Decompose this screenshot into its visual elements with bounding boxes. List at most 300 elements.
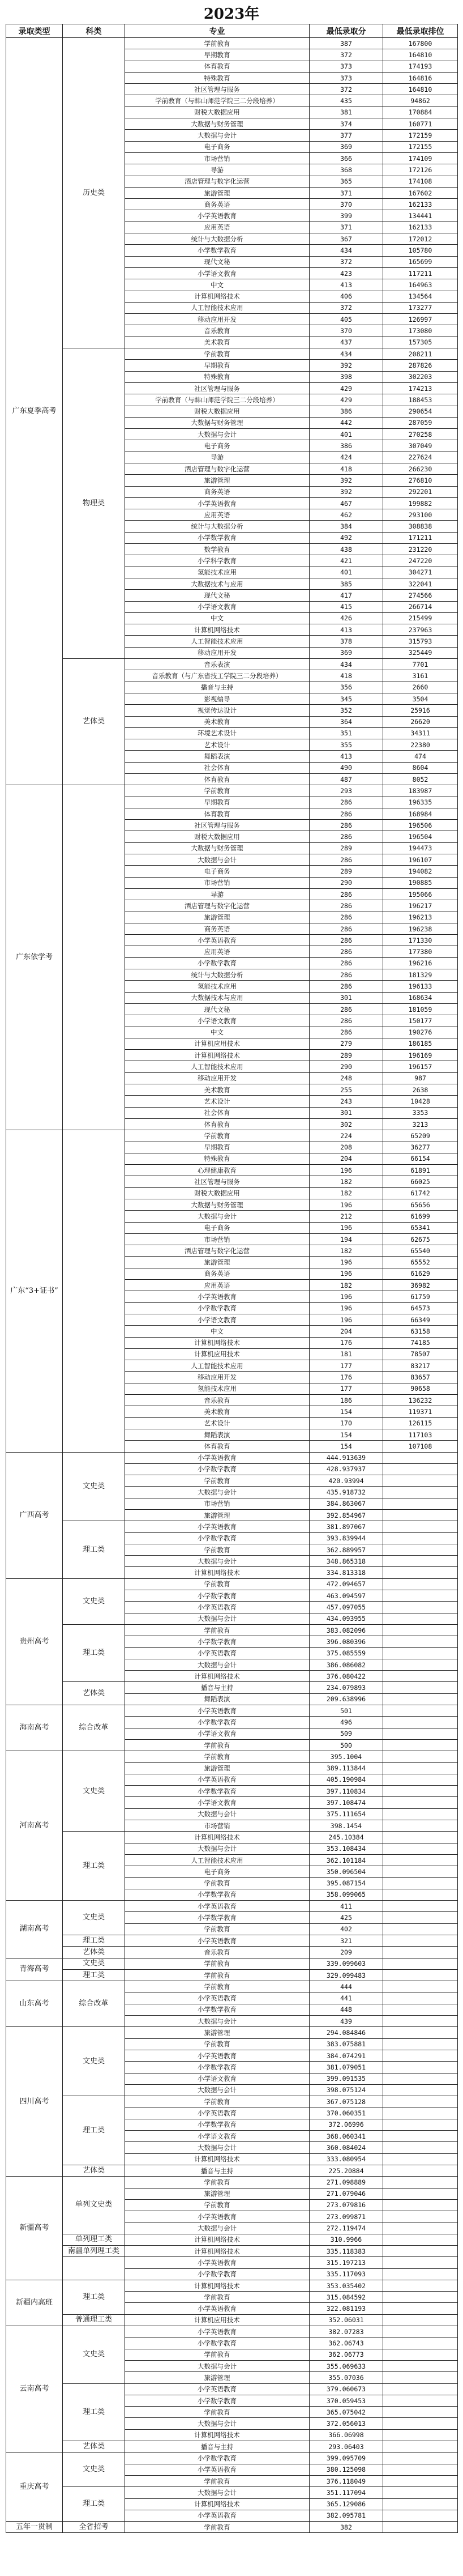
min-rank-cell: 167602 — [383, 187, 458, 198]
major-cell: 应用英语 — [125, 946, 310, 957]
major-cell: 舞蹈表演 — [125, 1693, 310, 1705]
min-score-cell: 182 — [310, 1187, 383, 1199]
min-rank-cell: 162133 — [383, 199, 458, 210]
subject-category-cell: 单列理工类 — [63, 2234, 125, 2245]
min-score-cell: 438 — [310, 544, 383, 555]
major-cell: 统计与大数据分析 — [125, 969, 310, 981]
table-row — [6, 2441, 458, 2452]
major-cell: 商务英语 — [125, 486, 310, 497]
table-row — [6, 2280, 458, 2291]
min-score-cell: 405 — [310, 314, 383, 325]
min-score-cell: 448 — [310, 2004, 383, 2015]
min-score-cell: 496 — [310, 1717, 383, 1728]
min-rank-cell: 168634 — [383, 992, 458, 1003]
min-score-cell: 243 — [310, 1096, 383, 1107]
min-score-cell: 182 — [310, 1280, 383, 1291]
major-cell: 氢能技术应用 — [125, 567, 310, 578]
min-rank-cell: 208211 — [383, 348, 458, 360]
major-cell: 音乐教育 — [125, 1947, 310, 1958]
min-score-cell: 429 — [310, 394, 383, 406]
min-rank-cell — [383, 2188, 458, 2199]
min-score-cell: 196 — [310, 1199, 383, 1210]
min-score-cell: 399.095709 — [310, 2452, 383, 2464]
min-rank-cell — [383, 1693, 458, 1705]
major-cell: 大数据与会计 — [125, 1808, 310, 1820]
min-rank-cell — [383, 2395, 458, 2406]
min-rank-cell: 173277 — [383, 302, 458, 313]
min-rank-cell: 196107 — [383, 854, 458, 866]
min-score-cell: 356 — [310, 682, 383, 693]
min-rank-cell — [383, 1636, 458, 1647]
min-score-cell: 286 — [310, 831, 383, 842]
min-score-cell: 425 — [310, 1912, 383, 1923]
major-cell: 学前教育 — [125, 2349, 310, 2360]
min-score-cell: 335.117093 — [310, 2268, 383, 2280]
min-rank-cell — [383, 2314, 458, 2326]
major-cell: 艺术设计 — [125, 1096, 310, 1107]
min-rank-cell: 196335 — [383, 797, 458, 808]
min-score-cell: 335.118383 — [310, 2246, 383, 2257]
min-score-cell: 398.1454 — [310, 1820, 383, 1832]
min-rank-cell: 157305 — [383, 337, 458, 348]
major-cell: 大数据与会计 — [125, 1613, 310, 1624]
major-cell: 大数据与会计 — [125, 1211, 310, 1222]
major-cell: 市场营销 — [125, 1498, 310, 1509]
admission-type-cell: 广东“3+证书” — [6, 1130, 63, 1452]
major-cell: 播音与主持 — [125, 1682, 310, 1693]
major-cell: 旅游管理 — [125, 2372, 310, 2383]
min-rank-cell: 196157 — [383, 1061, 458, 1072]
min-score-cell: 369 — [310, 647, 383, 658]
min-rank-cell: 136232 — [383, 1395, 458, 1406]
major-cell: 小学英语教育 — [125, 2303, 310, 2314]
min-score-cell: 302 — [310, 1118, 383, 1130]
major-cell: 小学英语教育 — [125, 2211, 310, 2222]
min-score-cell: 501 — [310, 1705, 383, 1717]
min-rank-cell: 237963 — [383, 624, 458, 636]
min-rank-cell: 315793 — [383, 636, 458, 647]
table-row — [6, 2487, 458, 2498]
min-rank-cell — [383, 1843, 458, 1854]
min-rank-cell: 172012 — [383, 233, 458, 245]
major-cell: 小学数学教育 — [125, 1912, 310, 1923]
table-row — [6, 2027, 458, 2038]
subject-category-cell: 文史类 — [63, 2452, 125, 2487]
min-rank-cell — [383, 1739, 458, 1751]
min-score-cell: 380.125098 — [310, 2464, 383, 2475]
min-rank-cell: 168984 — [383, 808, 458, 819]
major-cell: 学前教育 — [125, 1475, 310, 1487]
min-rank-cell: 274566 — [383, 590, 458, 601]
major-cell: 音乐教育 — [125, 325, 310, 337]
admission-type-cell: 广东依学考 — [6, 785, 63, 1130]
min-score-cell: 372 — [310, 256, 383, 267]
major-cell: 小学数学教育 — [125, 2452, 310, 2464]
min-rank-cell: 172126 — [383, 164, 458, 176]
min-rank-cell — [383, 1832, 458, 1843]
major-cell: 小学英语教育 — [125, 1705, 310, 1717]
header-subject-category: 科类 — [63, 24, 125, 38]
admission-type-cell: 五年一贯制 — [6, 2522, 63, 2533]
major-cell: 计算机网络技术 — [125, 1671, 310, 1682]
min-score-cell: 490 — [310, 762, 383, 773]
min-rank-cell — [383, 1889, 458, 1900]
min-score-cell: 369 — [310, 141, 383, 152]
min-rank-cell — [383, 1958, 458, 1969]
min-score-cell: 181 — [310, 1348, 383, 1360]
min-score-cell: 500 — [310, 1739, 383, 1751]
major-cell: 小学英语教育 — [125, 2050, 310, 2061]
min-rank-cell: 183987 — [383, 785, 458, 797]
major-cell: 小学数学教育 — [125, 2268, 310, 2280]
min-rank-cell: 160771 — [383, 118, 458, 130]
min-rank-cell: 287826 — [383, 360, 458, 371]
header-min-score: 最低录取分 — [310, 24, 383, 38]
major-cell: 小学数学教育 — [125, 2337, 310, 2349]
min-rank-cell: 292201 — [383, 486, 458, 497]
min-score-cell: 401 — [310, 429, 383, 440]
min-score-cell: 379.060673 — [310, 2383, 383, 2395]
min-rank-cell — [383, 1578, 458, 1590]
min-rank-cell: 2638 — [383, 1084, 458, 1096]
min-rank-cell — [383, 2050, 458, 2061]
major-cell: 播音与主持 — [125, 2165, 310, 2176]
min-rank-cell — [383, 2268, 458, 2280]
major-cell: 旅游管理 — [125, 2027, 310, 2038]
min-rank-cell: 308838 — [383, 521, 458, 532]
major-cell: 小学语文教育 — [125, 267, 310, 279]
min-rank-cell: 302203 — [383, 371, 458, 382]
min-rank-cell — [383, 2027, 458, 2038]
min-score-cell: 271.098889 — [310, 2177, 383, 2188]
min-score-cell: 289 — [310, 866, 383, 877]
min-score-cell: 385 — [310, 578, 383, 589]
min-rank-cell: 247220 — [383, 555, 458, 567]
min-score-cell: 387 — [310, 38, 383, 49]
major-cell: 电子商务 — [125, 141, 310, 152]
major-cell: 中文 — [125, 612, 310, 624]
min-score-cell: 154 — [310, 1406, 383, 1417]
subject-category-cell: 理工类 — [63, 2096, 125, 2165]
subject-category-cell — [63, 785, 125, 1130]
major-cell: 大数据与会计 — [125, 2222, 310, 2234]
major-cell: 小学英语教育 — [125, 1901, 310, 1912]
major-cell: 学前教育 — [125, 1981, 310, 1992]
major-cell: 小学英语教育 — [125, 935, 310, 946]
min-score-cell: 389.113844 — [310, 1762, 383, 1774]
major-cell: 计算机网络技术 — [125, 2498, 310, 2510]
min-score-cell: 301 — [310, 1107, 383, 1118]
min-rank-cell — [383, 1498, 458, 1509]
subject-category-cell: 文史类 — [63, 1452, 125, 1521]
min-score-cell: 395.087154 — [310, 1877, 383, 1889]
table-row — [6, 1624, 458, 1636]
min-score-cell: 352 — [310, 705, 383, 716]
min-rank-cell: 107108 — [383, 1441, 458, 1452]
admission-type-cell: 新疆内高班 — [6, 2280, 63, 2326]
min-score-cell: 196 — [310, 1314, 383, 1325]
min-rank-cell — [383, 1923, 458, 1935]
min-score-cell: 186 — [310, 1395, 383, 1406]
major-cell: 小学数学教育 — [125, 2119, 310, 2130]
min-rank-cell — [383, 1935, 458, 1946]
min-rank-cell — [383, 1969, 458, 1981]
min-score-cell: 364 — [310, 716, 383, 727]
table-row — [6, 1705, 458, 1717]
subject-category-cell: 艺体类 — [63, 1947, 125, 1958]
min-score-cell: 196 — [310, 1222, 383, 1233]
major-cell: 旅游管理 — [125, 1762, 310, 1774]
major-cell: 社会体育 — [125, 1107, 310, 1118]
min-score-cell: 290 — [310, 877, 383, 888]
min-rank-cell — [383, 1475, 458, 1487]
major-cell: 市场营销 — [125, 1233, 310, 1245]
major-cell: 学前教育 — [125, 348, 310, 360]
min-score-cell: 366.06998 — [310, 2429, 383, 2441]
min-rank-cell — [383, 2464, 458, 2475]
min-rank-cell: 78507 — [383, 1348, 458, 1360]
subject-category-cell: 理工类 — [63, 1832, 125, 1901]
major-cell: 计算机应用技术 — [125, 1038, 310, 1049]
min-score-cell: 177 — [310, 1360, 383, 1372]
table-body — [6, 38, 458, 2533]
table-row — [6, 1452, 458, 1463]
major-cell: 计算机网络技术 — [125, 1337, 310, 1348]
major-cell: 大数据技术与应用 — [125, 578, 310, 589]
min-score-cell: 413 — [310, 624, 383, 636]
major-cell: 计算机网络技术 — [125, 2246, 310, 2257]
min-score-cell: 345 — [310, 693, 383, 704]
table-row — [6, 1935, 458, 1946]
min-rank-cell: 61742 — [383, 1187, 458, 1199]
min-score-cell: 370.059453 — [310, 2395, 383, 2406]
min-score-cell: 362.101184 — [310, 1854, 383, 1866]
major-cell: 电子商务 — [125, 440, 310, 452]
min-score-cell: 286 — [310, 946, 383, 957]
subject-category-cell: 理工类 — [63, 1624, 125, 1681]
min-score-cell: 315.197213 — [310, 2257, 383, 2268]
major-cell: 应用英语 — [125, 509, 310, 521]
min-rank-cell — [383, 1854, 458, 1866]
major-cell: 小学英语教育 — [125, 1647, 310, 1659]
min-score-cell: 424 — [310, 452, 383, 463]
major-cell: 小学英语教育 — [125, 497, 310, 509]
min-score-cell: 286 — [310, 957, 383, 969]
min-score-cell: 429 — [310, 382, 383, 394]
major-cell: 导游 — [125, 888, 310, 900]
admission-type-cell: 云南高考 — [6, 2326, 63, 2452]
min-rank-cell: 174108 — [383, 176, 458, 187]
major-cell: 移动应用开发 — [125, 647, 310, 658]
min-rank-cell: 126997 — [383, 314, 458, 325]
min-score-cell: 177 — [310, 1383, 383, 1394]
min-rank-cell: 8604 — [383, 762, 458, 773]
min-score-cell: 383.075881 — [310, 2038, 383, 2050]
min-score-cell: 487 — [310, 774, 383, 785]
admission-type-cell: 四川高考 — [6, 2027, 63, 2177]
min-rank-cell: 290654 — [383, 406, 458, 417]
min-score-cell: 208 — [310, 1142, 383, 1153]
major-cell: 统计与大数据分析 — [125, 521, 310, 532]
subject-category-cell: 南疆单列理工类 — [63, 2246, 125, 2257]
min-rank-cell — [383, 2303, 458, 2314]
min-rank-cell — [383, 2522, 458, 2533]
min-score-cell: 321 — [310, 1935, 383, 1946]
min-score-cell: 492 — [310, 532, 383, 543]
min-rank-cell — [383, 1624, 458, 1636]
table-row — [6, 2383, 458, 2395]
major-cell: 艺术设计 — [125, 739, 310, 751]
min-score-cell: 413 — [310, 751, 383, 762]
min-score-cell: 444 — [310, 1981, 383, 1992]
min-rank-cell — [383, 1521, 458, 1532]
table-row — [6, 2257, 458, 2268]
table-row — [6, 1578, 458, 1590]
major-cell: 小学数学教育 — [125, 1463, 310, 1475]
major-cell: 学前教育 — [125, 1958, 310, 1969]
table-row — [6, 1682, 458, 1693]
min-score-cell: 271.079046 — [310, 2188, 383, 2199]
min-score-cell: 255 — [310, 1084, 383, 1096]
min-rank-cell: 61629 — [383, 1268, 458, 1279]
min-score-cell: 272.119474 — [310, 2222, 383, 2234]
min-score-cell: 286 — [310, 1027, 383, 1038]
header-min-rank: 最低录取排位 — [383, 24, 458, 38]
min-score-cell: 381 — [310, 107, 383, 118]
min-rank-cell: 65540 — [383, 1245, 458, 1257]
min-score-cell: 372.06996 — [310, 2119, 383, 2130]
min-rank-cell: 174109 — [383, 152, 458, 164]
min-score-cell: 472.094657 — [310, 1578, 383, 1590]
min-score-cell: 375.085559 — [310, 1647, 383, 1659]
min-score-cell: 418 — [310, 463, 383, 474]
major-cell: 影视编导 — [125, 693, 310, 704]
min-score-cell: 392 — [310, 475, 383, 486]
subject-category-cell: 文史类 — [63, 1901, 125, 1935]
min-rank-cell: 177380 — [383, 946, 458, 957]
table-row — [6, 2096, 458, 2107]
major-cell: 小学英语教育 — [125, 1602, 310, 1613]
major-cell: 心理健康教育 — [125, 1165, 310, 1176]
major-cell: 商务英语 — [125, 923, 310, 934]
min-rank-cell: 66349 — [383, 1314, 458, 1325]
min-rank-cell — [383, 2257, 458, 2268]
major-cell: 美术教育 — [125, 1084, 310, 1096]
major-cell: 学前教育 — [125, 2292, 310, 2303]
major-cell: 中文 — [125, 279, 310, 291]
min-score-cell: 351.117094 — [310, 2487, 383, 2498]
min-score-cell: 176 — [310, 1372, 383, 1383]
min-rank-cell: 171211 — [383, 532, 458, 543]
min-score-cell: 368 — [310, 164, 383, 176]
major-cell: 学前教育 — [125, 1578, 310, 1590]
major-cell: 计算机网络技术 — [125, 291, 310, 302]
table-row — [6, 1832, 458, 1843]
min-score-cell: 437 — [310, 337, 383, 348]
major-cell: 小学数学教育 — [125, 532, 310, 543]
min-rank-cell: 2660 — [383, 682, 458, 693]
min-score-cell: 434 — [310, 245, 383, 256]
min-rank-cell: 325449 — [383, 647, 458, 658]
major-cell: 大数据与会计 — [125, 2084, 310, 2096]
min-rank-cell: 34311 — [383, 727, 458, 739]
major-cell: 学前教育 — [125, 785, 310, 797]
min-rank-cell: 987 — [383, 1072, 458, 1084]
min-rank-cell — [383, 2222, 458, 2234]
min-score-cell: 467 — [310, 497, 383, 509]
min-rank-cell — [383, 1762, 458, 1774]
major-cell: 小学数学教育 — [125, 1786, 310, 1797]
major-cell: 大数据技术与应用 — [125, 992, 310, 1003]
major-cell: 美术教育 — [125, 716, 310, 727]
major-cell: 学前教育 — [125, 1624, 310, 1636]
table-row — [6, 2522, 458, 2533]
min-score-cell: 301 — [310, 992, 383, 1003]
admission-type-cell: 海南高考 — [6, 1705, 63, 1751]
min-rank-cell: 117103 — [383, 1429, 458, 1440]
major-cell: 视觉传达设计 — [125, 705, 310, 716]
major-cell: 计算机网络技术 — [125, 1832, 310, 1843]
min-rank-cell: 105780 — [383, 245, 458, 256]
major-cell: 小学英语教育 — [125, 2326, 310, 2337]
table-row — [6, 1130, 458, 1142]
min-rank-cell: 196169 — [383, 1050, 458, 1061]
major-cell: 小学英语教育 — [125, 2383, 310, 2395]
major-cell: 旅游管理 — [125, 1510, 310, 1521]
subject-category-cell: 文史类 — [63, 1751, 125, 1832]
major-cell: 小学英语教育 — [125, 1452, 310, 1463]
major-cell: 小学数学教育 — [125, 1717, 310, 1728]
min-rank-cell — [383, 2383, 458, 2395]
min-rank-cell — [383, 1728, 458, 1739]
table-row — [6, 1901, 458, 1912]
min-score-cell: 293.06403 — [310, 2441, 383, 2452]
major-cell: 特殊教育 — [125, 371, 310, 382]
major-cell: 应用英语 — [125, 1280, 310, 1291]
subject-category-cell: 文史类 — [63, 1578, 125, 1624]
min-rank-cell — [383, 2246, 458, 2257]
major-cell: 大数据与会计 — [125, 2016, 310, 2027]
min-rank-cell: 181329 — [383, 969, 458, 981]
subject-category-cell: 文史类 — [63, 1958, 125, 1969]
major-cell: 计算机应用技术 — [125, 1348, 310, 1360]
min-rank-cell — [383, 1808, 458, 1820]
min-rank-cell: 36982 — [383, 1280, 458, 1291]
min-score-cell: 434 — [310, 659, 383, 670]
major-cell: 计算机网络技术 — [125, 624, 310, 636]
min-rank-cell: 195066 — [383, 888, 458, 900]
major-cell: 电子商务 — [125, 1866, 310, 1877]
min-score-cell: 224 — [310, 1130, 383, 1142]
min-rank-cell: 94862 — [383, 95, 458, 107]
min-rank-cell: 61891 — [383, 1165, 458, 1176]
min-score-cell: 286 — [310, 854, 383, 866]
major-cell: 数学教育 — [125, 544, 310, 555]
major-cell: 小学数学教育 — [125, 245, 310, 256]
min-score-cell: 353.108434 — [310, 1843, 383, 1854]
major-cell: 小学英语教育 — [125, 1774, 310, 1785]
min-score-cell: 405.190984 — [310, 1774, 383, 1785]
min-rank-cell — [383, 2084, 458, 2096]
min-score-cell: 286 — [310, 820, 383, 831]
min-rank-cell — [383, 2407, 458, 2418]
subject-category-cell: 物理类 — [63, 348, 125, 659]
major-cell: 计算机应用技术 — [125, 2314, 310, 2326]
major-cell: 市场营销 — [125, 1820, 310, 1832]
min-score-cell: 170 — [310, 1417, 383, 1429]
min-rank-cell: 164810 — [383, 49, 458, 61]
min-score-cell: 373 — [310, 72, 383, 83]
